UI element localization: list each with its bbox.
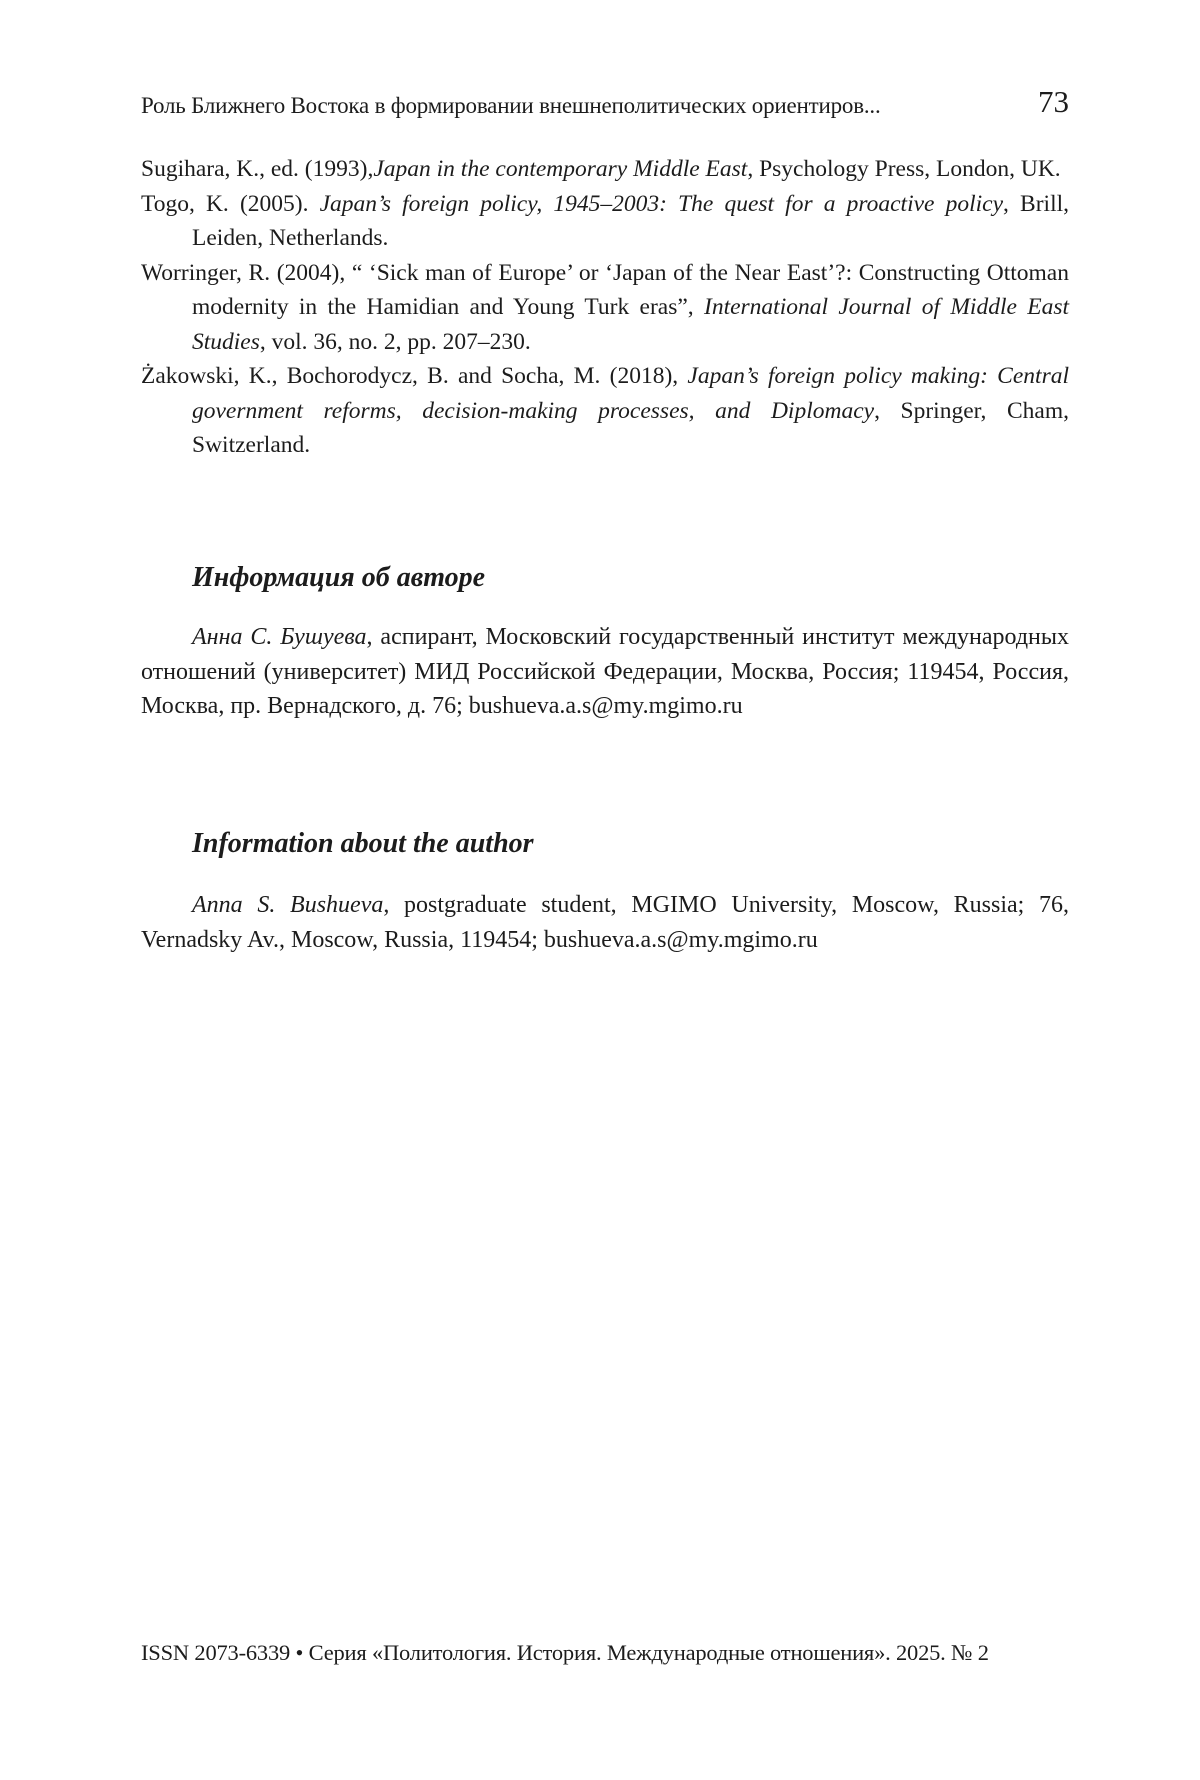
- reference-details: , Springer, Cham, Switzerland.: [192, 397, 1069, 458]
- reference-details: , Brill, Leiden, Netherlands.: [192, 190, 1069, 251]
- reference-title: Japan’s foreign policy, 1945–2003: The quest for a proactive policy: [319, 190, 1004, 217]
- reference-authors: Togo, K. (2005).: [141, 190, 320, 217]
- author-details-ru: , аспирант, Московский государственный институт международных отношений (университет) МИД Российской Федерации, Москва, Россия; 119454, Россия, Москва, пр. Вернадского, д. 76; bushueva.a.s@my.mgimo.ru: [141, 624, 1070, 719]
- reference-list: [141, 152, 1069, 463]
- page-number: 73: [1038, 84, 1069, 119]
- author-info-heading-ru: Информация об авторе: [192, 562, 486, 593]
- journal-footer: ISSN 2073-6339 • Серия «Политология. История. Международные отношения». 2025. № 2: [141, 1640, 989, 1665]
- reference-item: [141, 187, 1069, 256]
- reference-item: [141, 256, 1069, 360]
- reference-title: Japan’s foreign policy making: Central government reforms, decision-making processes, and Diplomacy: [192, 363, 1069, 424]
- reference-item: [141, 152, 1069, 187]
- author-details-en: , postgraduate student, MGIMO University, Moscow, Russia; 76, Vernadsky Av., Moscow, Russia, 119454; bushueva.a.s@my.mgimo.ru: [141, 892, 1069, 953]
- author-name-ru: Анна С. Бушуева: [192, 624, 367, 650]
- author-name-en: Anna S. Bushueva: [192, 892, 384, 918]
- reference-authors: Żakowski, K., Bochorodycz, B. and Socha, M. (2018),: [141, 363, 688, 389]
- reference-details: , vol. 36, no. 2, pp. 207–230.: [259, 328, 531, 355]
- author-info-en: [141, 888, 1069, 957]
- author-info-heading-en: Information about the author: [192, 828, 534, 859]
- reference-authors: Worringer, R. (2004), “ ‘Sick man of Europe’ or ‘Japan of the Near East’?: Constructing Ottoman modernity in the Hamidian and Young Turk eras”,: [141, 259, 1069, 320]
- reference-details: , Psychology Press, London, UK.: [747, 156, 1061, 182]
- running-title: Роль Ближнего Востока в формировании внешнеполитических ориентиров...: [141, 93, 881, 118]
- reference-title: Japan in the contemporary Middle East: [373, 156, 748, 182]
- reference-item: [141, 359, 1069, 463]
- author-info-ru: [141, 620, 1069, 724]
- reference-title: International Journal of Middle East Studies: [192, 294, 1069, 355]
- reference-authors: Sugihara, K., ed. (1993),: [141, 156, 374, 182]
